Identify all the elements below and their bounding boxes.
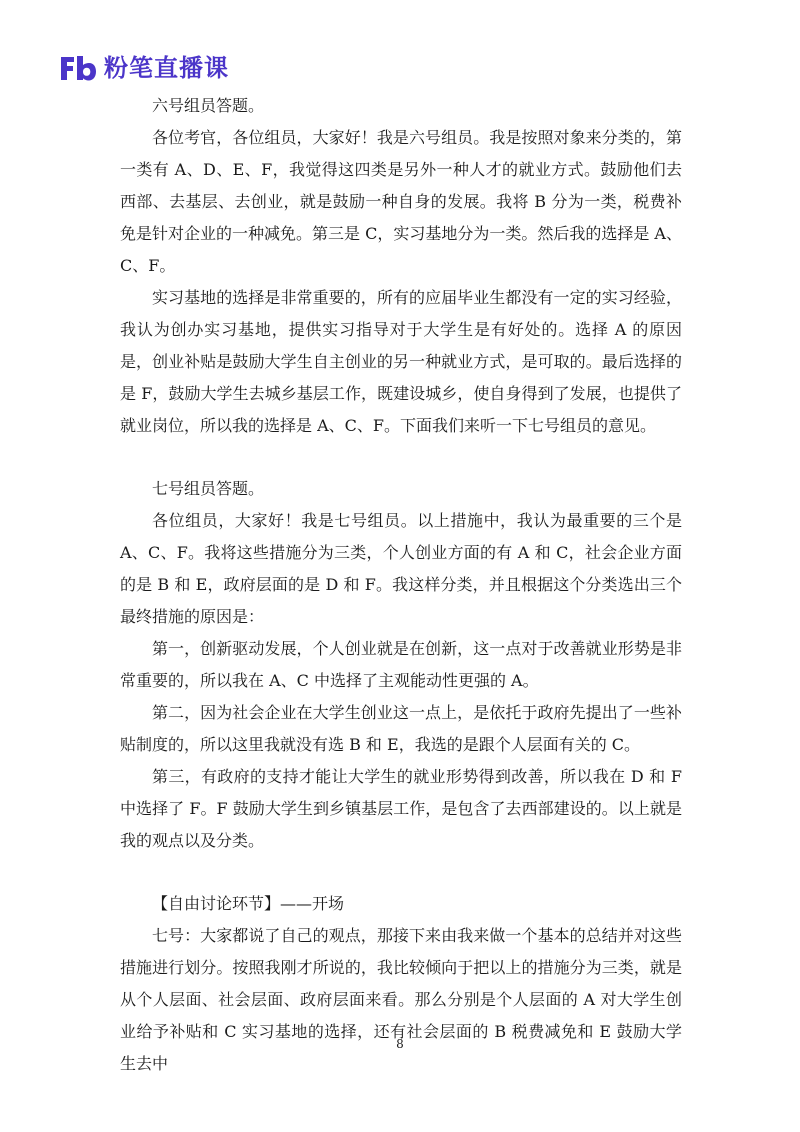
section-gap xyxy=(120,442,682,473)
document-body xyxy=(120,90,682,1080)
section-seven-paragraph-1: 各位组员，大家好！我是七号组员。以上措施中，我认为最重要的三个是 A、C、F。我将这些措施分为三类，个人创业方面的有 A 和 C，社会企业方面的是 B 和 E，政府层面的是 D 和 F。我这样分类，并且根据这个分类选出三个最终措施的原因是： xyxy=(120,511,682,626)
page-number: 8 xyxy=(396,1037,404,1051)
section-seven-title: 七号组员答题。 xyxy=(152,479,265,498)
discussion-title: 【自由讨论环节】——开场 xyxy=(152,894,345,913)
section-six-paragraph-1: 各位考官，各位组员，大家好！我是六号组员。我是按照对象来分类的，第一类有 A、D、E、F，我觉得这四类是另外一种人才的就业方式。鼓励他们去西部、去基层、去创业，就是鼓励一种自身的发展。我将 B 分为一类，税费补免是针对企业的一种减免。第三是 C，实习基地分为一类。然后我的选择是 A、C、F。 xyxy=(120,128,682,275)
section-seven-paragraph-4: 第三，有政府的支持才能让大学生的就业形势得到改善，所以我在 D 和 F 中选择了 F。F 鼓励大学生到乡镇基层工作，是包含了去西部建设的。以上就是我的观点以及分类。 xyxy=(120,767,682,850)
discussion-paragraph-1: 七号：大家都说了自己的观点，那接下来由我来做一个基本的总结并对这些措施进行划分。按照我刚才所说的，我比较倾向于把以上的措施分为三类，就是从个人层面、社会层面、政府层面来看。那么分别是个人层面的 A 对大学生创业给予补贴和 C 实习基地的选择，还有社会层面的 B 税费减免和 E 鼓励大学生去中 xyxy=(120,926,682,1073)
section-seven-paragraph-2: 第一，创新驱动发展，个人创业就是在创新，这一点对于改善就业形势是非常重要的，所以我在 A、C 中选择了主观能动性更强的 A。 xyxy=(120,639,682,690)
section-seven-paragraph-3: 第二，因为社会企业在大学生创业这一点上，是依托于政府先提出了一些补贴制度的，所以这里我就没有选 B 和 E，我选的是跟个人层面有关的 C。 xyxy=(120,703,682,754)
brand-name: 粉笔直播课 xyxy=(104,54,229,82)
fenbi-logo-icon xyxy=(58,53,98,83)
section-six-paragraph-2: 实习基地的选择是非常重要的，所有的应届毕业生都没有一定的实习经验，我认为创办实习基地，提供实习指导对于大学生是有好处的。选择 A 的原因是，创业补贴是鼓励大学生自主创业的另一种就业方式，是可取的。最后选择的是 F，鼓励大学生去城乡基层工作，既建设城乡，使自身得到了发展，也提供了就业岗位，所以我的选择是 A、C、F。下面我们来听一下七号组员的意见。 xyxy=(120,288,682,435)
brand-logo xyxy=(58,52,229,84)
section-gap xyxy=(120,857,682,888)
section-six-title: 六号组员答题。 xyxy=(152,96,265,115)
